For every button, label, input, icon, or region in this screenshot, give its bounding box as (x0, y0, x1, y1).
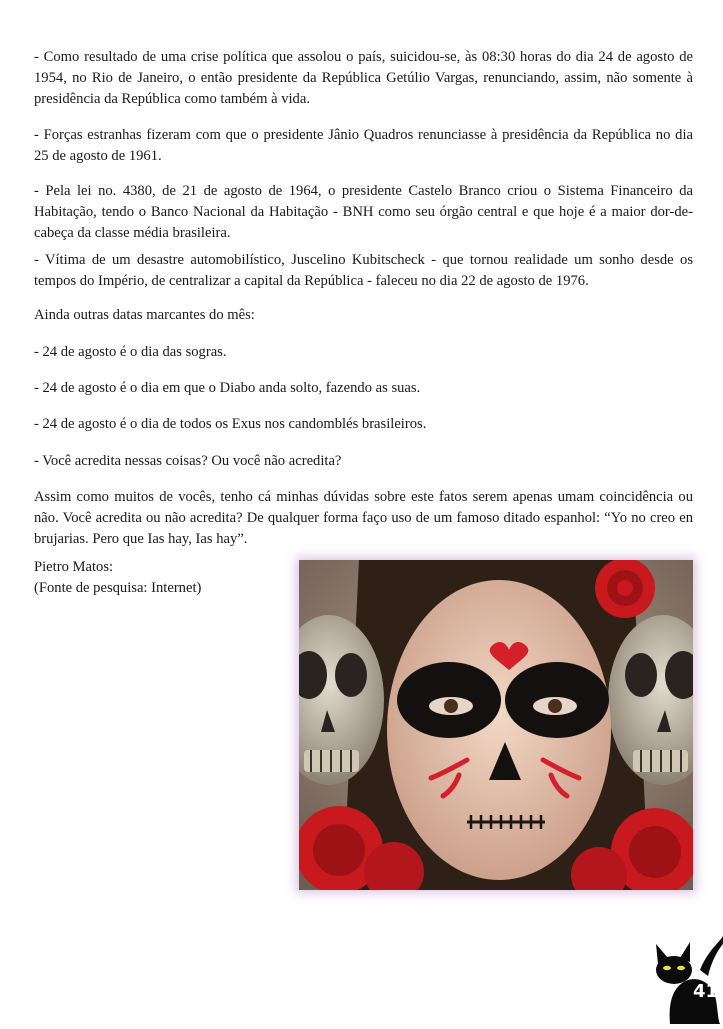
rose-top-right-icon (595, 560, 655, 618)
author-name: Pietro Matos: (34, 559, 114, 575)
list-item-diabo: - 24 de agosto é o dia em que o Diabo anda solto, fazendo as suas. (34, 380, 421, 396)
paragraph-conclusion: Assim como muitos de vocês, tenho cá minhas dúvidas sobre este fatos serem apenas umam coincidência ou não. Você acredita ou não acredita? De qualquer forma faço uso de um famoso ditado espanhol: “Yo no creo en brujarias. Pero que Ias hay, Ias hay”. (34, 489, 693, 548)
black-cat-icon (648, 930, 723, 1024)
paragraph-castelo-branco: - Pela lei no. 4380, de 21 de agosto de 1964, o presidente Castelo Branco criou o Sistema Financeiro da Habitação, tendo o Banco Nacional da Habitação - BNH como seu órgão central e que hoje é a maior dor-de-cabeça da classe média brasileira. (34, 183, 693, 242)
list-item-sogras: - 24 de agosto é o dia das sogras. (34, 344, 227, 360)
source-note: (Fonte de pesquisa: Internet) (34, 580, 202, 596)
paragraph-other-dates-intro: Ainda outras datas marcantes do mês: (34, 307, 255, 323)
sugar-skull-woman-icon (299, 560, 693, 890)
author-credit (34, 557, 274, 599)
paragraph-janio-quadros: - Forças estranhas fizeram com que o presidente Jânio Quadros renunciasse à presidência da República no dia 25 de agosto de 1961. (34, 127, 693, 165)
question-line: - Você acredita nessas coisas? Ou você não acredita? (34, 453, 342, 469)
paragraph-juscelino: - Vítima de um desastre automobilístico, Juscelino Kubitscheck - que tornou realidade um sonho desde os tempos do Império, de centralizar a capital da República - faleceu no dia 22 de agosto de 1976. (34, 252, 693, 290)
page-number: 41 (693, 981, 719, 1002)
list-item-exus: - 24 de agosto é o dia de todos os Exus nos candomblés brasileiros. (34, 416, 427, 432)
paragraph-getulio-vargas: - Como resultado de uma crise política que assolou o país, suicidou-se, às 08:30 horas do dia 24 de agosto de 1954, no Rio de Janeiro, o então presidente da República Getúlio Vargas, renunciando, assim, não somente à presidência da República como também à vida. (34, 49, 693, 108)
